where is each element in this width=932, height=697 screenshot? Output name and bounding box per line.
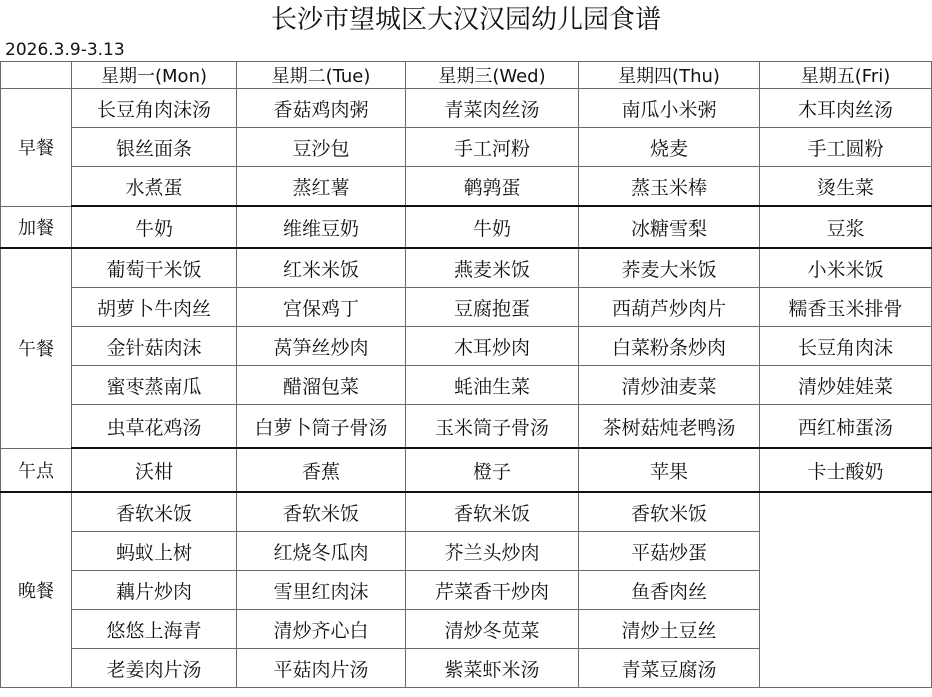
day-header: 星期四(Thu) [579, 62, 760, 89]
menu-cell: 藕片炒肉 [72, 571, 237, 610]
table-row [1, 405, 932, 449]
menu-cell: 蚂蚁上树 [72, 532, 237, 571]
menu-cell: 豆浆 [760, 206, 932, 248]
date-range: 2026.3.9-3.13 [5, 40, 125, 60]
menu-cell: 芹菜香干炒肉 [406, 571, 579, 610]
menu-cell: 悠悠上海青 [72, 610, 237, 649]
menu-cell: 胡萝卜牛肉丝 [72, 288, 237, 327]
menu-cell: 白菜粉条炒肉 [579, 327, 760, 366]
menu-cell: 糯香玉米排骨 [760, 288, 932, 327]
menu-cell: 手工河粉 [406, 128, 579, 167]
meal-label-afternoon: 午点 [1, 448, 72, 492]
table-row [1, 167, 932, 207]
menu-cell: 清炒油麦菜 [579, 366, 760, 405]
day-header: 星期二(Tue) [237, 62, 406, 89]
menu-cell: 卡士酸奶 [760, 448, 932, 492]
menu-cell: 金针菇肉沫 [72, 327, 237, 366]
meal-label-lunch: 午餐 [1, 248, 72, 448]
menu-cell: 鱼香肉丝 [579, 571, 760, 610]
menu-cell: 长豆角肉沫汤 [72, 89, 237, 128]
menu-cell: 西葫芦炒肉片 [579, 288, 760, 327]
menu-cell: 南瓜小米粥 [579, 89, 760, 128]
table-row [1, 206, 932, 248]
menu-cell: 烧麦 [579, 128, 760, 167]
menu-cell: 青菜豆腐汤 [579, 649, 760, 688]
menu-cell: 小米米饭 [760, 248, 932, 288]
day-header: 星期一(Mon) [72, 62, 237, 89]
menu-cell: 牛奶 [406, 206, 579, 248]
menu-cell: 平菇肉片汤 [237, 649, 406, 688]
meal-label-dinner: 晚餐 [1, 492, 72, 688]
menu-cell: 莴笋丝炒肉 [237, 327, 406, 366]
menu-cell: 水煮蛋 [72, 167, 237, 207]
menu-cell: 玉米筒子骨汤 [406, 405, 579, 449]
menu-cell: 蚝油生菜 [406, 366, 579, 405]
menu-cell: 木耳炒肉 [406, 327, 579, 366]
menu-cell: 豆腐抱蛋 [406, 288, 579, 327]
menu-cell: 茶树菇炖老鸭汤 [579, 405, 760, 449]
menu-cell: 白萝卜筒子骨汤 [237, 405, 406, 449]
menu-cell: 香软米饭 [579, 492, 760, 532]
menu-cell: 蒸玉米棒 [579, 167, 760, 207]
day-header: 星期五(Fri) [760, 62, 932, 89]
menu-cell: 长豆角肉沫 [760, 327, 932, 366]
page-title: 长沙市望城区大汉汉园幼儿园食谱 [270, 5, 661, 35]
menu-cell: 苹果 [579, 448, 760, 492]
empty-cell [760, 492, 932, 688]
menu-cell: 清炒娃娃菜 [760, 366, 932, 405]
menu-cell: 沃柑 [72, 448, 237, 492]
menu-cell: 清炒冬苋菜 [406, 610, 579, 649]
table-row [1, 288, 932, 327]
menu-cell: 紫菜虾米汤 [406, 649, 579, 688]
menu-cell: 银丝面条 [72, 128, 237, 167]
menu-table [0, 61, 932, 688]
menu-cell: 宫保鸡丁 [237, 288, 406, 327]
menu-cell: 豆沙包 [237, 128, 406, 167]
menu-cell: 木耳肉丝汤 [760, 89, 932, 128]
menu-cell: 青菜肉丝汤 [406, 89, 579, 128]
menu-cell: 香软米饭 [237, 492, 406, 532]
header-row [1, 62, 932, 89]
menu-cell: 雪里红肉沫 [237, 571, 406, 610]
table-row [1, 492, 932, 532]
menu-cell: 燕麦米饭 [406, 248, 579, 288]
table-row [1, 248, 932, 288]
menu-cell: 荞麦大米饭 [579, 248, 760, 288]
menu-cell: 虫草花鸡汤 [72, 405, 237, 449]
menu-cell: 香蕉 [237, 448, 406, 492]
menu-cell: 烫生菜 [760, 167, 932, 207]
menu-cell: 葡萄干米饭 [72, 248, 237, 288]
table-row [1, 448, 932, 492]
menu-cell: 红米米饭 [237, 248, 406, 288]
menu-cell: 橙子 [406, 448, 579, 492]
menu-cell: 老姜肉片汤 [72, 649, 237, 688]
menu-cell: 香菇鸡肉粥 [237, 89, 406, 128]
menu-cell: 香软米饭 [406, 492, 579, 532]
meal-label-breakfast: 早餐 [1, 89, 72, 207]
menu-cell: 西红柿蛋汤 [760, 405, 932, 449]
menu-cell: 平菇炒蛋 [579, 532, 760, 571]
corner-cell [1, 62, 72, 89]
menu-cell: 牛奶 [72, 206, 237, 248]
table-row [1, 89, 932, 128]
day-header: 星期三(Wed) [406, 62, 579, 89]
menu-cell: 手工圆粉 [760, 128, 932, 167]
table-row [1, 128, 932, 167]
menu-cell: 鹌鹑蛋 [406, 167, 579, 207]
menu-cell: 红烧冬瓜肉 [237, 532, 406, 571]
menu-cell: 蒸红薯 [237, 167, 406, 207]
meal-label-snack: 加餐 [1, 206, 72, 248]
table-row [1, 327, 932, 366]
menu-cell: 维维豆奶 [237, 206, 406, 248]
table-row [1, 366, 932, 405]
menu-cell: 冰糖雪梨 [579, 206, 760, 248]
menu-cell: 芥兰头炒肉 [406, 532, 579, 571]
menu-cell: 蜜枣蒸南瓜 [72, 366, 237, 405]
menu-cell: 清炒齐心白 [237, 610, 406, 649]
menu-cell: 醋溜包菜 [237, 366, 406, 405]
menu-cell: 香软米饭 [72, 492, 237, 532]
menu-cell: 清炒土豆丝 [579, 610, 760, 649]
